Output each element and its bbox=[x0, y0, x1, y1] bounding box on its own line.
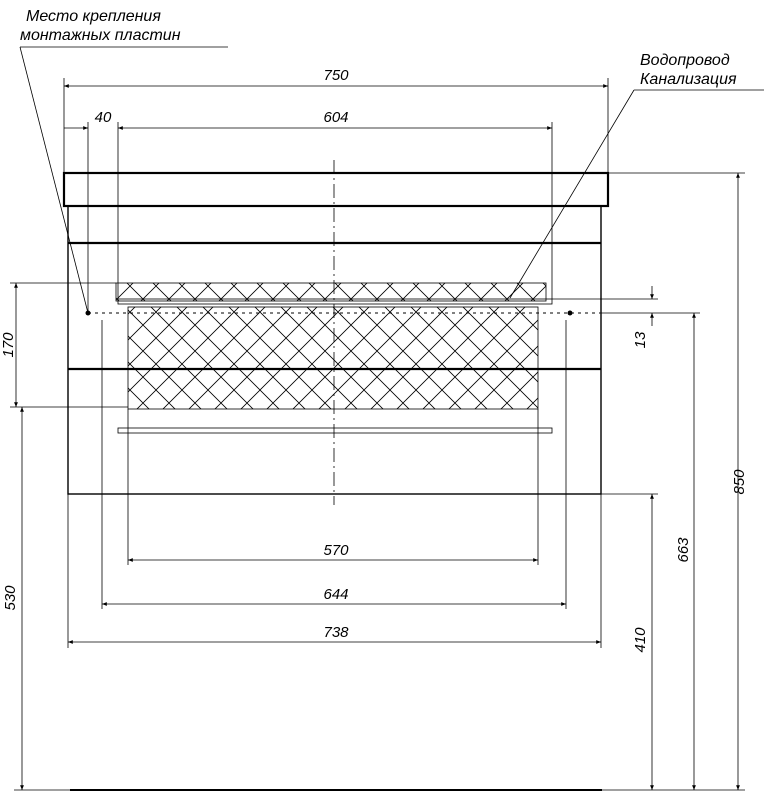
plumbing-note-line1: Водопровод bbox=[640, 52, 730, 69]
dim-floor-to-body: 410 bbox=[632, 627, 649, 653]
dim-bracket-span: 604 bbox=[323, 109, 349, 126]
countertop bbox=[64, 173, 608, 206]
dim-850 bbox=[602, 173, 745, 790]
dim-total-height: 850 bbox=[731, 469, 748, 495]
mounting-note-line1: Место крепления bbox=[26, 8, 161, 25]
mounting-note-line2: монтажных пластин bbox=[20, 27, 181, 44]
dim-530 bbox=[14, 407, 70, 790]
dim-170 bbox=[10, 283, 128, 407]
mounting-point-right bbox=[568, 311, 573, 316]
dim-13 bbox=[552, 286, 658, 326]
dim-floor-to-zone: 530 bbox=[2, 585, 19, 611]
plumbing-note-line2: Канализация bbox=[640, 71, 737, 88]
service-zone-upper bbox=[116, 283, 546, 301]
cabinet bbox=[64, 160, 608, 790]
service-zone-hatched bbox=[128, 307, 538, 409]
lower-drawer-handle bbox=[118, 428, 552, 433]
dim-drawer-width: 644 bbox=[323, 586, 349, 603]
dim-inner-width: 570 bbox=[323, 542, 349, 559]
dim-bracket-offset: 40 bbox=[94, 109, 112, 126]
dim-bottom-width: 738 bbox=[323, 624, 349, 641]
dim-top-width: 750 bbox=[323, 67, 349, 84]
dim-floor-to-drawer: 663 bbox=[675, 537, 692, 563]
dim-zone-height: 170 bbox=[0, 332, 17, 358]
dim-gap: 13 bbox=[632, 331, 649, 349]
dim-410 bbox=[601, 494, 658, 790]
